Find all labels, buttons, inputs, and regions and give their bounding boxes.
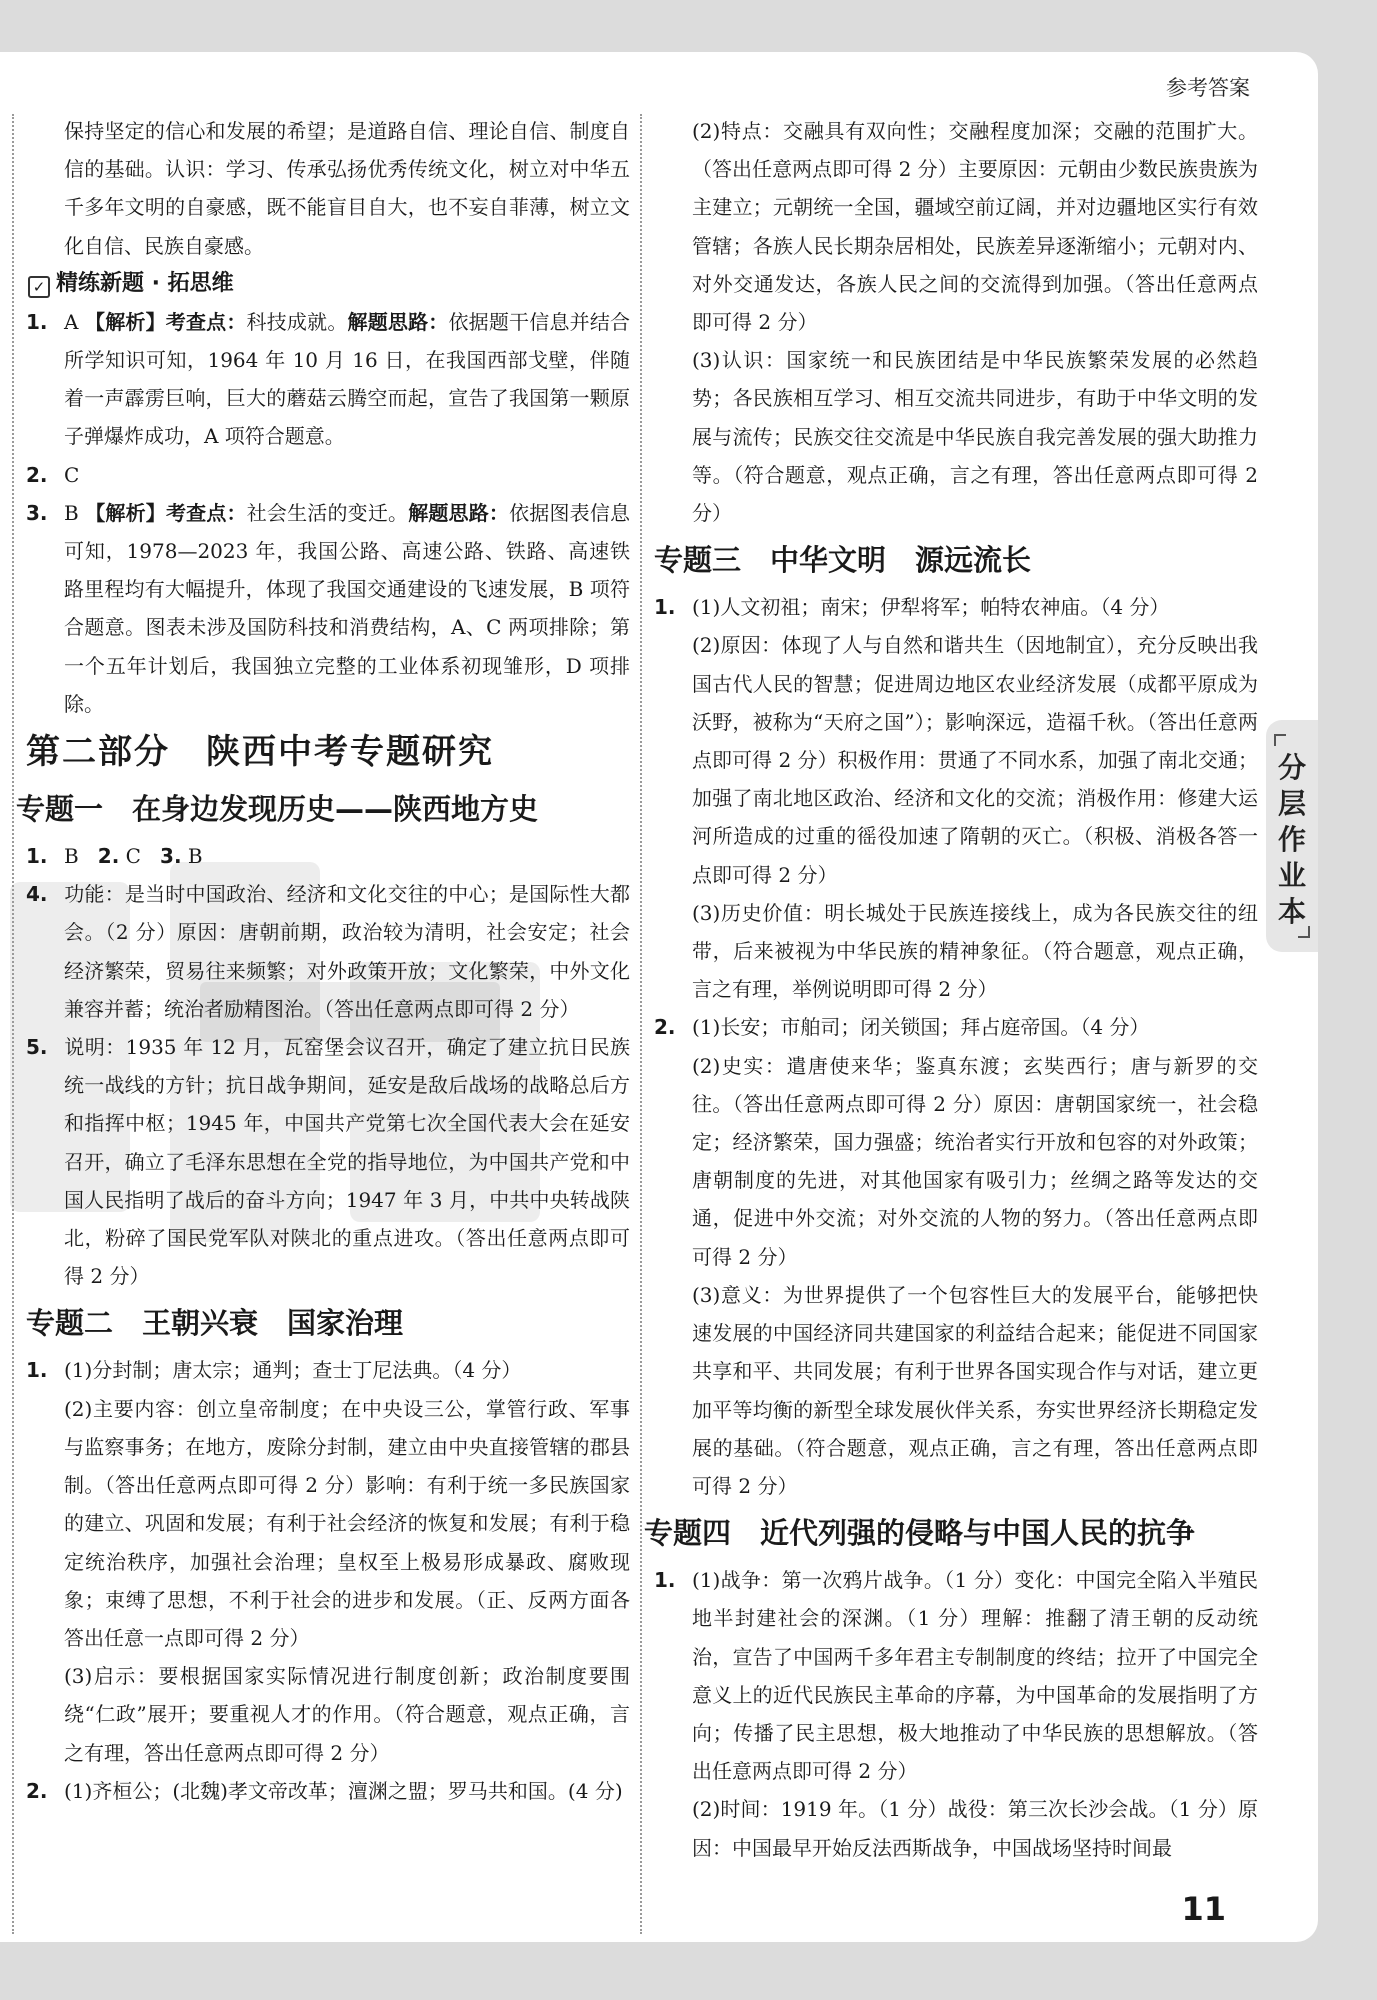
side-tab xyxy=(1266,720,1318,952)
topic3-title: 专题三 中华文明 源远流长 xyxy=(654,543,1032,578)
page-number: 11 xyxy=(1181,1890,1226,1928)
topic4-question-1-part-2: (2)时间：1919 年。（1 分）战役：第三次长沙会战。（1 分）原因：中国最早开始反法西斯战争，中国战场坚持时间最 xyxy=(692,1797,1258,1860)
part-title: 第二部分 陕西中考专题研究 xyxy=(26,732,494,773)
question-2: 2. C xyxy=(26,462,80,487)
check-icon: ✓ xyxy=(28,276,50,298)
topic2-question-1: 1. (1)分封制；唐太宗；通判；查士丁尼法典。（4 分） xyxy=(26,1358,522,1383)
intro-paragraph: 保持坚定的信心和发展的希望；是道路自信、理论自信、制度自信的基础。认识：学习、传承弘扬优秀传统文化，树立对中华五千多年文明的自豪感，既不能盲目自大，也不妄自菲薄，树立文化自信、民族自豪感。 xyxy=(64,119,630,258)
topic2-question-1-part-3: (3)启示：要根据国家实际情况进行制度创新；政治制度要围绕“仁政”展开；要重视人才的作用。（符合题意，观点正确，言之有理，答出任意两点即可得 2 分） xyxy=(64,1664,630,1765)
topic1-title: 专题一 在身边发现历史——陕西地方史 xyxy=(16,792,539,827)
topic1-question-5: 5. 说明：1935 年 12 月，瓦窑堡会议召开，确定了建立抗日民族统一战线的方针；抗日战争期间，延安是敌后战场的战略总后方和指挥中枢；1945 年，中国共产党第七次全国代表大会在延安召开，确立了毛泽东思想在全党的指导地位，为中国共产党和中国人民指明了战后的奋斗方向；1947 年 3 月，中共中央转战陕北，粉碎了国民党军队对陕北的重点进攻。（答出任意两点即可得 2 分） xyxy=(26,1035,630,1289)
topic2-question-1-part-2: (2)主要内容：创立皇帝制度；在中央设三公，掌管行政、军事与监察事务；在地方，废除分封制，建立由中央直接管辖的郡县制。（答出任意两点即可得 2 分）影响：有利于统一多民族国家的建立、巩固和发展；有利于社会经济的恢复和发展；有利于稳定统治秩序，加强社会治理；皇权至上极易形成暴政、腐败现象；束缚了思想，不利于社会的进步和发展。（正、反两方面各答出任意一点即可得 2 分） xyxy=(64,1396,630,1650)
column-divider xyxy=(640,114,642,1934)
topic4-question-1: 1. (1)战争：第一次鸦片战争。（1 分）变化：中国完全陷入半殖民地半封建社会的深渊。（1 分）理解：推翻了清王朝的反动统治，宣告了中国两千多年君主专制制度的终结；拉开了中国完全意义上的近代民族民主革命的序幕，为中国革命的发展指明了方向；传播了民主思想，极大地推动了中华民族的思想解放。（答出任意两点即可得 2 分） xyxy=(654,1568,1258,1784)
question-1: 1. A 【解析】考查点：科技成就。解题思路：依据题干信息并结合所学知识可知，1964 年 10 月 16 日，在我国西部戈壁，伴随着一声霹雳巨响，巨大的蘑菇云腾空而起，宣告了我国第一颗原子弹爆炸成功，A 项符合题意。 xyxy=(26,309,631,449)
side-tab-label: 分层作业本 xyxy=(1277,751,1306,928)
question-3: 3. B 【解析】考查点：社会生活的变迁。解题思路：依据图表信息可知，1978—2023 年，我国公路、高速公路、铁路、高速铁路里程均有大幅提升，体现了我国交通建设的飞速发展，B 项符合题意。图表未涉及国防科技和消费结构，A、C 两项排除；第一个五年计划后，我国独立完整的工业体系初现雏形，D 项排除。 xyxy=(26,500,631,716)
section-title: ✓ 精练新题 · 拓思维 xyxy=(26,265,630,303)
topic4-title: 专题四 近代列强的侵略与中国人民的抗争 xyxy=(644,1516,1196,1551)
bracket-corner-icon xyxy=(1274,734,1286,746)
topic3-question-1: 1. (1)人文初祖；南宋；伊犁将军；帕特农神庙。（4 分） xyxy=(654,595,1170,620)
topic2-title: 专题二 王朝兴衰 国家治理 xyxy=(26,1306,404,1341)
header-label: 参考答案 xyxy=(1166,76,1250,100)
topic3-question-2-part-2: (2)史实：遣唐使来华；鉴真东渡；玄奘西行；唐与新罗的交往。（答出任意两点即可得 2 分）原因：唐朝国家统一，社会稳定；经济繁荣，国力强盛；统治者实行开放和包容的对外政策；唐朝制度的先进，对其他国家有吸引力；丝绸之路等发达的交通，促进中外交流；对外交流的人物的努力。（答出任意两点即可得 2 分） xyxy=(692,1053,1258,1269)
topic3-question-2: 2. (1)长安；市舶司；闭关锁国；拜占庭帝国。（4 分） xyxy=(654,1015,1150,1040)
answer-page xyxy=(0,52,1318,1942)
right-column xyxy=(644,112,1258,1867)
continued-answer-part-3: (3)认识：国家统一和民族团结是中华民族繁荣发展的必然趋势；各民族相互学习、相互交流共同进步，有助于中华文明的发展与流传；民族交往交流是中华民族自我完善发展的强大助推力等。（符合题意，观点正确，言之有理，答出任意两点即可得 2 分） xyxy=(692,348,1258,526)
bracket-corner-icon xyxy=(1298,926,1310,938)
topic1-questions-1-3: 1. B 2. C 3. B xyxy=(26,844,203,869)
left-margin-rule xyxy=(12,114,14,1934)
left-column xyxy=(16,112,631,1810)
continued-answer-part-2: (2)特点：交融具有双向性；交融程度加深；交融的范围扩大。（答出任意两点即可得 2 分）主要原因：元朝由少数民族贵族为主建立；元朝统一全国，疆域空前辽阔，并对边疆地区实行有效管辖；各族人民长期杂居相处，民族差异逐渐缩小；元朝对内、对外交通发达，各族人民之间的交流得到加强。（答出任意两点即可得 2 分） xyxy=(692,119,1258,335)
topic3-question-1-part-3: (3)历史价值：明长城处于民族连接线上，成为各民族交往的纽带，后来被视为中华民族的精神象征。（符合题意，观点正确，言之有理，举例说明即可得 2 分） xyxy=(692,900,1258,1002)
topic3-question-1-part-2: (2)原因：体现了人与自然和谐共生（因地制宜），充分反映出我国古代人民的智慧；促进周边地区农业经济发展（成都平原成为沃野，被称为“天府之国”）；影响深远，造福千秋。（答出任意两点即可得 2 分）积极作用：贯通了不同水系，加强了南北交通；加强了南北地区政治、经济和文化的交流；消极作用：修建大运河所造成的过重的徭役加速了隋朝的灭亡。（积极、消极各答一点即可得 2 分） xyxy=(692,633,1258,887)
topic1-question-4: 4. 功能：是当时中国政治、经济和文化交往的中心；是国际性大都会。（2 分）原因：唐朝前期，政治较为清明，社会安定；社会经济繁荣，贸易往来频繁；对外政策开放；文化繁荣，中外文化兼容并蓄；统治者励精图治。（答出任意两点即可得 2 分） xyxy=(26,882,630,1021)
topic2-question-2: 2. (1)齐桓公；(北魏)孝文帝改革；澶渊之盟；罗马共和国。(4 分) xyxy=(26,1778,623,1803)
topic3-question-2-part-3: (3)意义：为世界提供了一个包容性巨大的发展平台，能够把快速发展的中国经济同共建国家的利益结合起来；能促进不同国家共享和平、共同发展；有利于世界各国实现合作与对话，建立更加平等均衡的新型全球发展伙伴关系，夯实世界经济长期稳定发展的基础。（符合题意，观点正确，言之有理，答出任意两点即可得 2 分） xyxy=(692,1282,1258,1498)
